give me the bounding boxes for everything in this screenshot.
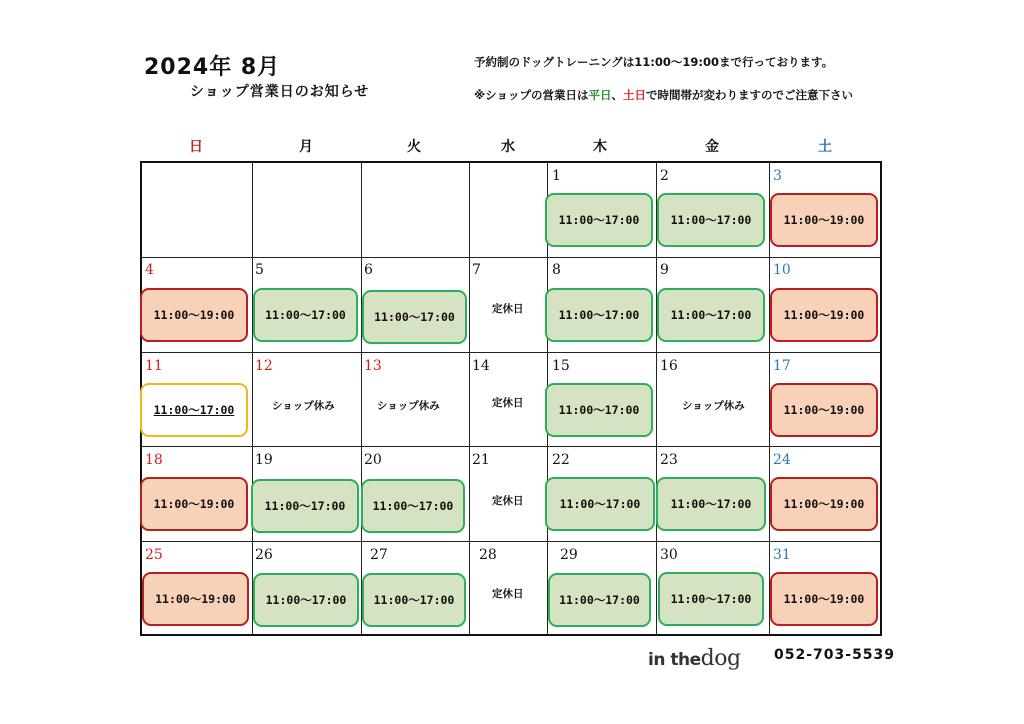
hours-pill: 11:00〜17:00 — [657, 288, 765, 342]
grid-line — [142, 257, 880, 258]
day-number: 13 — [364, 358, 382, 374]
hours-note-weekend: 土日 — [622, 88, 646, 102]
hours-pill-special — [140, 383, 248, 437]
day-number: 6 — [364, 262, 373, 278]
hours-pill: 11:00〜19:00 — [770, 572, 878, 626]
brand-logo — [648, 646, 741, 671]
day-number: 4 — [145, 262, 154, 278]
weekday-tue: 火 — [407, 139, 421, 155]
hours-special-text: 11:00〜17:00 — [153, 403, 235, 417]
hours-pill: 11:00〜17:00 — [362, 573, 466, 627]
grid-line — [142, 352, 880, 353]
day-number: 27 — [370, 547, 388, 563]
day-number: 21 — [472, 452, 490, 468]
hours-pill: 11:00〜17:00 — [658, 572, 764, 626]
day-number: 14 — [472, 358, 490, 374]
hours-pill: 11:00〜19:00 — [770, 288, 878, 342]
hours-note — [474, 87, 853, 103]
grid-line — [142, 541, 880, 542]
weekday-thu: 木 — [593, 139, 607, 155]
hours-pill: 11:00〜19:00 — [770, 383, 878, 437]
day-number: 7 — [472, 262, 481, 278]
hours-pill: 11:00〜17:00 — [362, 290, 467, 344]
grid-line — [142, 446, 880, 447]
day-number: 3 — [773, 168, 782, 184]
hours-note-prefix: ※ショップの営業日は — [474, 88, 589, 102]
weekday-sun: 日 — [189, 139, 203, 155]
hours-pill: 11:00〜17:00 — [545, 477, 655, 531]
grid-line — [361, 163, 362, 634]
hours-pill: 11:00〜17:00 — [656, 477, 766, 531]
day-number: 2 — [660, 168, 669, 184]
page-title: 2024年 8月 — [144, 55, 281, 80]
day-number: 19 — [255, 452, 273, 468]
day-number: 26 — [255, 547, 273, 563]
hours-pill: 11:00〜17:00 — [657, 193, 765, 247]
weekday-fri: 金 — [705, 139, 719, 155]
shop-closed-label: ショップ休み — [682, 400, 745, 412]
hours-pill: 11:00〜17:00 — [545, 193, 653, 247]
day-number: 15 — [552, 358, 570, 374]
hours-pill: 11:00〜19:00 — [770, 193, 878, 247]
day-number: 18 — [145, 452, 163, 468]
day-number: 25 — [145, 547, 163, 563]
hours-pill: 11:00〜19:00 — [140, 288, 248, 342]
training-note: 予約制のドッグトレーニングは11:00〜19:00まで行っております。 — [474, 55, 834, 69]
day-number: 28 — [479, 547, 497, 563]
page-subtitle: ショップ営業日のお知らせ — [190, 84, 370, 100]
day-number: 9 — [660, 262, 669, 278]
phone-number: 052-703-5539 — [774, 647, 896, 663]
day-number: 11 — [145, 358, 163, 374]
hours-pill: 11:00〜17:00 — [253, 573, 359, 627]
hours-pill: 11:00〜17:00 — [253, 288, 358, 342]
hours-note-weekday: 平日 — [588, 88, 612, 102]
hours-pill: 11:00〜19:00 — [142, 572, 249, 626]
day-number: 8 — [552, 262, 561, 278]
hours-pill: 11:00〜17:00 — [545, 383, 653, 437]
hours-note-suffix: で時間帯が変わりますのでご注意下さい — [645, 88, 853, 102]
hours-pill: 11:00〜17:00 — [251, 479, 359, 533]
day-number: 24 — [773, 452, 791, 468]
day-number: 20 — [364, 452, 382, 468]
hours-pill: 11:00〜19:00 — [770, 477, 878, 531]
day-number: 30 — [660, 547, 678, 563]
hours-pill: 11:00〜17:00 — [361, 479, 465, 533]
grid-line — [469, 163, 470, 634]
day-number: 16 — [660, 358, 678, 374]
day-number: 31 — [773, 547, 791, 563]
hours-pill: 11:00〜17:00 — [548, 573, 651, 627]
hours-pill: 11:00〜17:00 — [545, 288, 653, 342]
day-number: 10 — [773, 262, 791, 278]
day-number: 5 — [255, 262, 264, 278]
regular-holiday-label: 定休日 — [492, 303, 524, 315]
day-number: 17 — [773, 358, 791, 374]
weekday-wed: 水 — [501, 139, 515, 155]
day-number: 22 — [552, 452, 570, 468]
shop-closed-label: ショップ休み — [377, 400, 440, 412]
shop-closed-label: ショップ休み — [272, 400, 335, 412]
logo-prefix: in the — [648, 650, 701, 670]
grid-line — [252, 163, 253, 634]
day-number: 1 — [552, 168, 561, 184]
regular-holiday-label: 定休日 — [492, 588, 524, 600]
hours-note-sep: 、 — [611, 88, 623, 102]
regular-holiday-label: 定休日 — [492, 397, 524, 409]
weekday-mon: 月 — [299, 139, 313, 155]
weekday-sat: 土 — [818, 139, 832, 155]
day-number: 12 — [255, 358, 273, 374]
day-number: 23 — [660, 452, 678, 468]
day-number: 29 — [560, 547, 578, 563]
regular-holiday-label: 定休日 — [492, 495, 524, 507]
logo-word: dog — [700, 646, 741, 671]
hours-pill: 11:00〜19:00 — [140, 477, 248, 531]
